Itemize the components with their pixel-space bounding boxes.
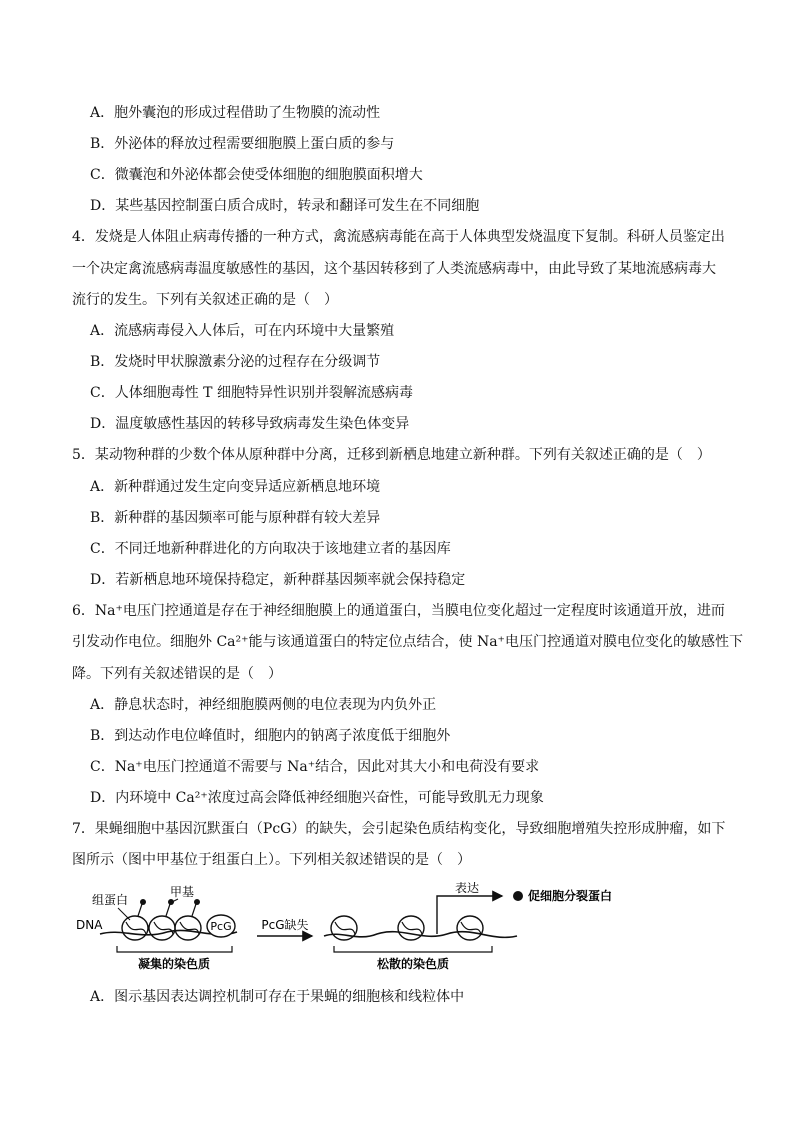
nucleosome [398, 916, 424, 940]
expression-label: 表达 [454, 882, 480, 895]
q5-option-c: C．不同迁地新种群进化的方向取决于该地建立者的基因库 [90, 541, 451, 557]
condensed-label: 凝集的染色质 [137, 957, 211, 971]
nucleosome [175, 916, 201, 940]
q7-stem-line: 图所示（图中甲基位于组蛋白上）。下列相关叙述错误的是（ ） [72, 852, 471, 868]
methyl-group [140, 899, 146, 905]
q4-stem-line: 一个决定禽流感病毒温度敏感性的基因，这个基因转移到了人类流感病毒中，由此导致了某地流感病毒大 [72, 261, 716, 277]
pcg-label: PcG [210, 920, 232, 933]
nucleosome [122, 916, 148, 940]
q6-option-a: A．静息状态时，神经细胞膜两侧的电位表现为内负外正 [90, 697, 437, 713]
q5-option-b: B．新种群的基因频率可能与原种群有较大差异 [90, 510, 381, 526]
q5-option-d: D．若新栖息地环境保持稳定，新种群基因频率就会保持稳定 [90, 572, 466, 588]
dna-label: DNA [76, 918, 103, 932]
q5-option-a: A．新种群通过发生定向变异适应新栖息地环境 [90, 479, 381, 495]
q6-option-d: D．内环境中 Ca²⁺浓度过高会降低神经细胞兴奋性，可能导致肌无力现象 [90, 790, 544, 806]
q4-stem-line: 流行的发生。下列有关叙述正确的是（ ） [72, 292, 338, 308]
methyl-label: 甲基 [170, 885, 195, 899]
methyl-group [194, 899, 200, 905]
condensed-bracket [117, 946, 232, 952]
q4-option-d: D．温度敏感性基因的转移导致病毒发生染色体变异 [90, 416, 410, 432]
loose-label: 松散的染色质 [376, 957, 450, 971]
q3-option-a: A．胞外囊泡的形成过程借助了生物膜的流动性 [90, 105, 381, 121]
nucleosome [331, 916, 357, 940]
q6-option-c: C．Na⁺电压门控通道不需要与 Na⁺结合，因此对其大小和电荷没有要求 [90, 759, 540, 775]
q4-option-b: B．发烧时甲状腺激素分泌的过程存在分级调节 [90, 354, 381, 370]
q7-option-a: A．图示基因表达调控机制可存在于果蝇的细胞核和线粒体中 [90, 989, 465, 1005]
pcg-loss-label: PcG缺失 [261, 918, 309, 932]
chromatin-diagram [72, 882, 672, 974]
q3-option-b: B．外泌体的释放过程需要细胞膜上蛋白质的参与 [90, 136, 395, 152]
q6-stem-line: 降。下列有关叙述错误的是（ ） [72, 666, 282, 682]
q5-stem-line: 5．某动物种群的少数个体从原种群中分离，迁移到新栖息地建立新种群。下列有关叙述正确的是（ ） [72, 447, 711, 463]
product-label: 促细胞分裂蛋白 [528, 889, 613, 903]
loose-bracket [334, 946, 492, 952]
q3-option-d: D．某些基因控制蛋白质合成时，转录和翻译可发生在不同细胞 [90, 198, 480, 214]
q6-stem-line: 6．Na⁺电压门控通道是存在于神经细胞膜上的通道蛋白，当膜电位变化超过一定程度时该通道开放，进而 [72, 603, 725, 619]
protein-dot [513, 891, 523, 901]
q6-option-b: B．到达动作电位峰值时，细胞内的钠离子浓度低于细胞外 [90, 728, 451, 744]
nucleosome [457, 916, 483, 940]
histone-label: 组蛋白 [92, 893, 129, 907]
q4-stem-line: 4．发烧是人体阻止病毒传播的一种方式，禽流感病毒能在高于人体典型发烧温度下复制。科研人员鉴定出 [72, 229, 725, 245]
q7-stem-line: 7．果蝇细胞中基因沉默蛋白（PcG）的缺失，会引起染色质结构变化，导致细胞增殖失控形成肿瘤，如下 [72, 821, 726, 837]
expression-arrow [437, 896, 502, 934]
nucleosome [149, 916, 175, 940]
q4-option-c: C．人体细胞毒性 T 细胞特异性识别并裂解流感病毒 [90, 385, 413, 401]
nucleosome-group-loose [331, 916, 483, 940]
q3-option-c: C．微囊泡和外泌体都会使受体细胞的细胞膜面积增大 [90, 167, 423, 183]
q6-stem-line: 引发动作电位。细胞外 Ca²⁺能与该通道蛋白的特定位点结合，使 Na⁺电压门控通道对膜电位变化的敏感性下 [72, 634, 743, 650]
q4-option-a: A．流感病毒侵入人体后，可在内环境中大量繁殖 [90, 323, 395, 339]
